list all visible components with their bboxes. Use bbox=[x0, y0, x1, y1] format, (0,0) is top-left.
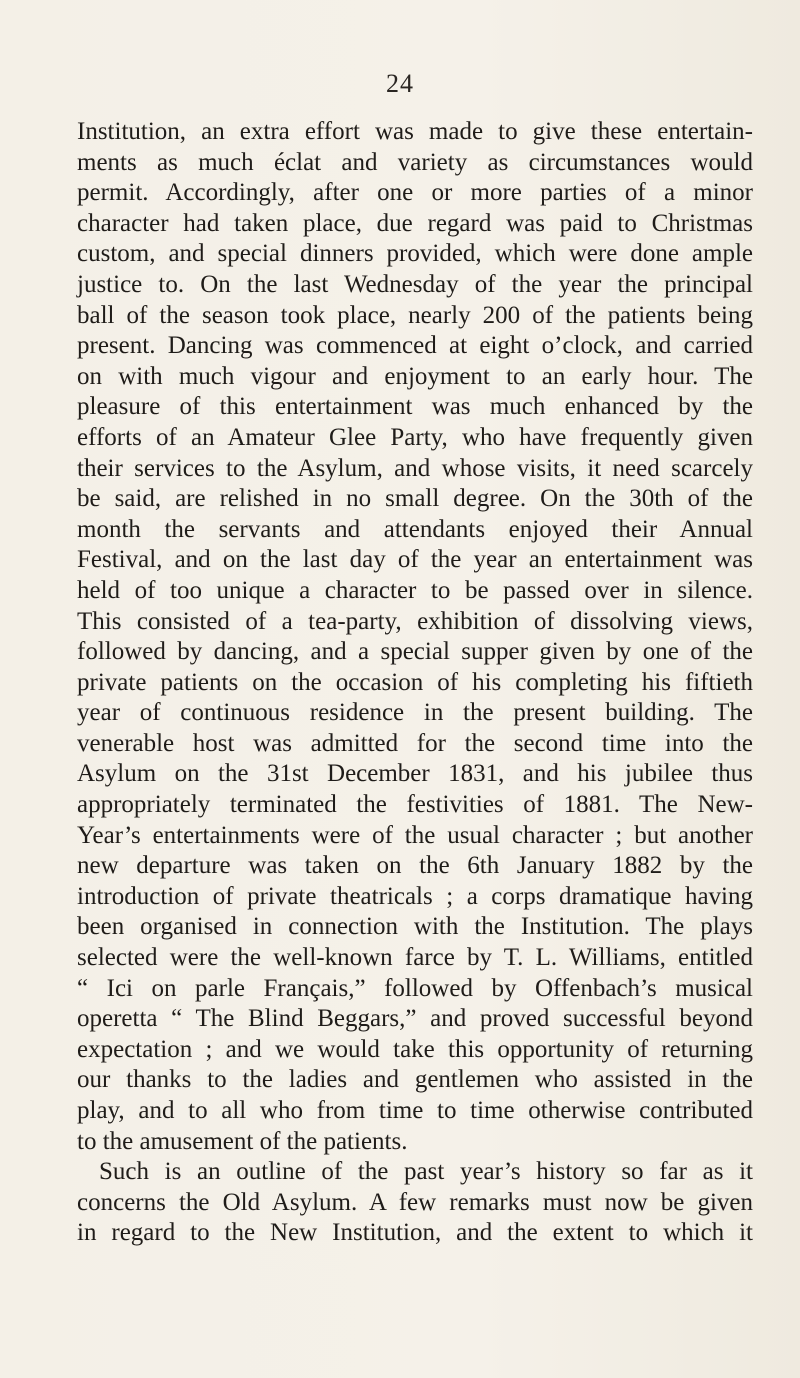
text-line: in regard to the New Institution, and the extent to which it bbox=[77, 1219, 753, 1247]
text-line: custom, and special dinners provided, which were done ample bbox=[77, 240, 753, 268]
text-line: venerable host was admitted for the second time into the bbox=[77, 729, 753, 757]
text-line: character had taken place, due regard was paid to Christmas bbox=[77, 209, 753, 237]
text-line: Institution, an extra effort was made to give these entertain- bbox=[77, 118, 753, 145]
text-line: present. Dancing was commenced at eight o’clock, and carried bbox=[77, 332, 753, 360]
text-line: Festival, and on the last day of the year an entertainment was bbox=[77, 546, 753, 574]
text-line: “ Ici on parle Français,” followed by Offenbach’s musical bbox=[77, 974, 753, 1002]
body-text bbox=[77, 117, 753, 1249]
text-line: justice to. On the last Wednesday of the year the principal bbox=[77, 270, 753, 298]
text-line: expectation ; and we would take this opportunity of returning bbox=[77, 1035, 753, 1063]
text-line: year of continuous residence in the present building. The bbox=[77, 699, 753, 727]
text-line: play, and to all who from time to time otherwise contributed bbox=[77, 1097, 753, 1124]
text-line: operetta “ The Blind Beggars,” and proved successful beyond bbox=[77, 1005, 753, 1033]
text-line: their services to the Asylum, and whose visits, it need scarcely bbox=[77, 454, 753, 482]
text-line: Year’s entertainments were of the usual character ; but another bbox=[77, 821, 753, 849]
text-line: month the servants and attendants enjoyed their Annual bbox=[77, 515, 753, 543]
text-line: Asylum on the 31st December 1831, and his jubilee thus bbox=[77, 760, 753, 788]
text-line: be said, are relished in no small degree. On the 30th of the bbox=[77, 485, 753, 513]
text-line: selected were the well-known farce by T. L. Williams, entitled bbox=[77, 944, 753, 972]
text-line: followed by dancing, and a special supper given by one of the bbox=[77, 638, 753, 666]
text-line: efforts of an Amateur Glee Party, who have frequently given bbox=[77, 423, 753, 451]
page-number: 24 bbox=[386, 69, 414, 98]
text-line: been organised in connection with the Institution. The plays bbox=[77, 913, 753, 941]
text-line: This consisted of a tea-party, exhibition of dissolving views, bbox=[77, 607, 753, 635]
text-line: pleasure of this entertainment was much enhanced by the bbox=[77, 393, 753, 421]
text-line: ball of the season took place, nearly 200 of the patients being bbox=[77, 301, 753, 329]
text-line: on with much vigour and enjoyment to an early hour. The bbox=[77, 362, 753, 390]
text-line: our thanks to the ladies and gentlemen who assisted in the bbox=[77, 1066, 753, 1094]
text-line: concerns the Old Asylum. A few remarks must now be given bbox=[77, 1188, 753, 1216]
text-line: permit. Accordingly, after one or more parties of a minor bbox=[77, 179, 753, 207]
text-line: Such is an outline of the past year’s history so far as it bbox=[99, 1158, 753, 1186]
text-line: held of too unique a character to be passed over in silence. bbox=[77, 576, 753, 604]
text-line: to the amusement of the patients. bbox=[77, 1127, 408, 1155]
text-line: private patients on the occasion of his completing his fiftieth bbox=[77, 668, 753, 696]
text-line: appropriately terminated the festivities of 1881. The New- bbox=[77, 791, 753, 819]
text-line: new departure was taken on the 6th January 1882 by the bbox=[77, 852, 753, 880]
text-line: introduction of private theatricals ; a corps dramatique having bbox=[77, 882, 753, 910]
text-line: ments as much éclat and variety as circumstances would bbox=[77, 148, 753, 176]
